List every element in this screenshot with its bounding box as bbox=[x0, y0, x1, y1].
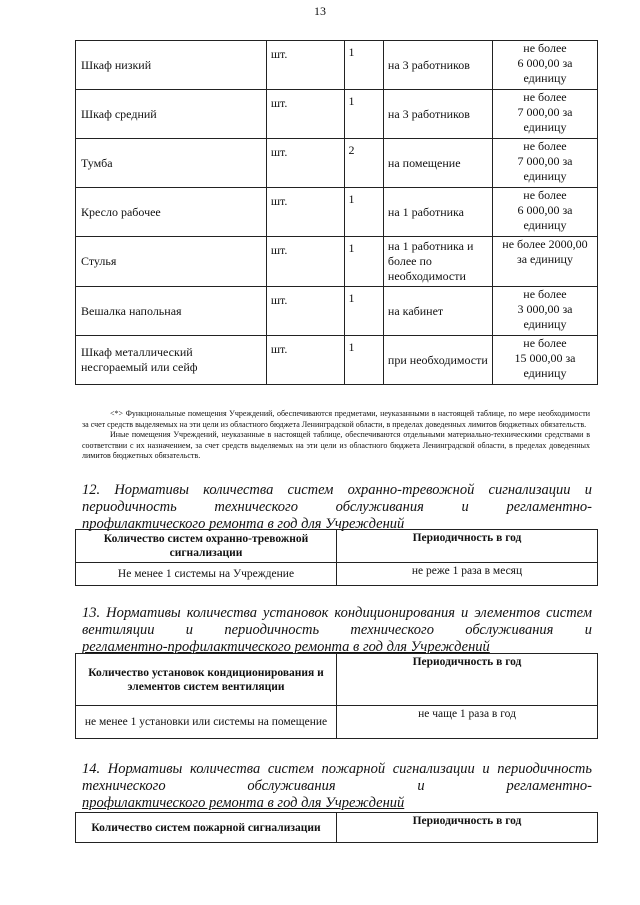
furniture-row bbox=[76, 237, 598, 287]
footnote-functional-premises: <*> Функциональные помещения Учреждений, обеспечиваются предметами, неуказанными в настоящей таблице, по мере необходимости за счет средств выделяемых на эти цели из областного бюджета Ленинградской области, в пределах доведенных лимитов бюджетных обязательств. bbox=[82, 409, 590, 429]
item-price-limit bbox=[492, 336, 597, 385]
item-price-line: единицу bbox=[523, 317, 567, 331]
furniture-row bbox=[76, 188, 598, 237]
item-norm: на 3 работников bbox=[383, 41, 492, 90]
item-quantity: 1 bbox=[344, 188, 383, 237]
security-alarm-col-period: Периодичность в год bbox=[337, 530, 598, 563]
item-norm: на 1 работника и более по необходимости bbox=[383, 237, 492, 287]
section-12-heading-text: 12. Нормативы количества систем охранно-тревожной сигнализации и периодичность технического обслуживания и регламентно- bbox=[82, 482, 592, 515]
item-unit: шт. bbox=[266, 237, 344, 287]
section-14-heading-last-line: профилактического ремонта в год для Учреждений bbox=[82, 795, 405, 811]
item-quantity: 1 bbox=[344, 90, 383, 139]
item-price-limit bbox=[492, 139, 597, 188]
item-norm: на помещение bbox=[383, 139, 492, 188]
footnotes bbox=[82, 409, 590, 462]
item-unit: шт. bbox=[266, 41, 344, 90]
item-norm: при необходимости bbox=[383, 336, 492, 385]
item-price-line: не более bbox=[523, 188, 567, 202]
item-price-limit bbox=[492, 188, 597, 237]
section-13-heading-last-line: регламентно-профилактического ремонта в год для Учреждений bbox=[82, 639, 490, 655]
ventilation-period: не чаще 1 раза в год bbox=[337, 706, 598, 739]
item-price-limit bbox=[492, 41, 597, 90]
item-price-line: 6 000,00 за bbox=[517, 203, 573, 217]
item-quantity: 2 bbox=[344, 139, 383, 188]
item-norm: на 1 работника bbox=[383, 188, 492, 237]
furniture-norms-table bbox=[75, 40, 598, 385]
item-price-line: не более bbox=[523, 41, 567, 55]
section-14-heading-text: 14. Нормативы количества систем пожарной сигнализации и периодичность технического обслуживания и регламентно- bbox=[82, 761, 592, 794]
item-price-line: не более bbox=[523, 336, 567, 350]
item-unit: шт. bbox=[266, 287, 344, 336]
item-quantity: 1 bbox=[344, 237, 383, 287]
footnote-other-premises: Иные помещения Учреждений, неуказанные в настоящей таблице, обеспечиваются отдельными материально-техническими средствами в соответствии с их назначением, за счет средств выделяемых на эти цели из областного бюджета Ленинградской области, в пределах доведенных лимитов бюджетных обязательств. bbox=[82, 430, 590, 460]
section-13-heading bbox=[82, 605, 592, 656]
item-price-line: не более bbox=[523, 139, 567, 153]
item-name: Шкаф средний bbox=[76, 90, 267, 139]
item-price-line: 15 000,00 за bbox=[514, 351, 576, 365]
fire-alarm-col-period: Периодичность в год bbox=[337, 813, 598, 843]
item-name: Вешалка напольная bbox=[76, 287, 267, 336]
item-price-limit bbox=[492, 287, 597, 336]
security-alarm-qty: Не менее 1 системы на Учреждение bbox=[76, 563, 337, 586]
item-price-limit bbox=[492, 90, 597, 139]
item-unit: шт. bbox=[266, 90, 344, 139]
item-price-line: единицу bbox=[523, 120, 567, 134]
item-name: Тумба bbox=[76, 139, 267, 188]
fire-alarm-table bbox=[75, 812, 598, 843]
ventilation-qty: не менее 1 установки или системы на помещение bbox=[76, 706, 337, 739]
item-name: Шкаф низкий bbox=[76, 41, 267, 90]
furniture-row bbox=[76, 139, 598, 188]
item-quantity: 1 bbox=[344, 336, 383, 385]
item-price-line: 3 000,00 за bbox=[517, 302, 573, 316]
furniture-row bbox=[76, 336, 598, 385]
section-12-heading-last-line: профилактического ремонта в год для Учреждений bbox=[82, 516, 405, 532]
item-name: Кресло рабочее bbox=[76, 188, 267, 237]
item-price-line: 7 000,00 за bbox=[517, 105, 573, 119]
item-name: Стулья bbox=[76, 237, 267, 287]
item-unit: шт. bbox=[266, 139, 344, 188]
item-price-line: не более bbox=[523, 287, 567, 301]
ventilation-table bbox=[75, 653, 598, 739]
item-price-limit bbox=[492, 237, 597, 287]
ventilation-col-qty: Количество установок кондиционирования и элементов систем вентиляции bbox=[76, 654, 337, 706]
item-price-line: единицу bbox=[523, 218, 567, 232]
item-norm: на кабинет bbox=[383, 287, 492, 336]
item-norm: на 3 работников bbox=[383, 90, 492, 139]
item-price-line: 7 000,00 за bbox=[517, 154, 573, 168]
item-price-line: за единицу bbox=[516, 252, 573, 266]
security-alarm-table bbox=[75, 529, 598, 586]
page-number: 13 bbox=[314, 4, 326, 18]
item-price-line: единицу bbox=[523, 71, 567, 85]
item-price-line: не более bbox=[523, 90, 567, 104]
item-price-line: единицу bbox=[523, 169, 567, 183]
section-14-heading bbox=[82, 761, 592, 812]
item-price-line: единицу bbox=[523, 366, 567, 380]
section-12-heading bbox=[82, 482, 592, 533]
furniture-row bbox=[76, 287, 598, 336]
item-price-line: 6 000,00 за bbox=[517, 56, 573, 70]
fire-alarm-col-qty: Количество систем пожарной сигнализации bbox=[76, 813, 337, 843]
ventilation-col-period: Периодичность в год bbox=[337, 654, 598, 706]
section-13-heading-text: 13. Нормативы количества установок кондиционирования и элементов систем вентиляции и периодичность технического обслуживания и bbox=[82, 605, 592, 638]
item-unit: шт. bbox=[266, 188, 344, 237]
security-alarm-period: не реже 1 раза в месяц bbox=[337, 563, 598, 586]
item-price-line: не более 2000,00 bbox=[502, 237, 588, 251]
item-name: Шкаф металлический несгораемый или сейф bbox=[76, 336, 267, 385]
item-unit: шт. bbox=[266, 336, 344, 385]
furniture-row bbox=[76, 41, 598, 90]
furniture-row bbox=[76, 90, 598, 139]
security-alarm-col-qty: Количество систем охранно-тревожной сигнализации bbox=[76, 530, 337, 563]
item-quantity: 1 bbox=[344, 41, 383, 90]
item-quantity: 1 bbox=[344, 287, 383, 336]
